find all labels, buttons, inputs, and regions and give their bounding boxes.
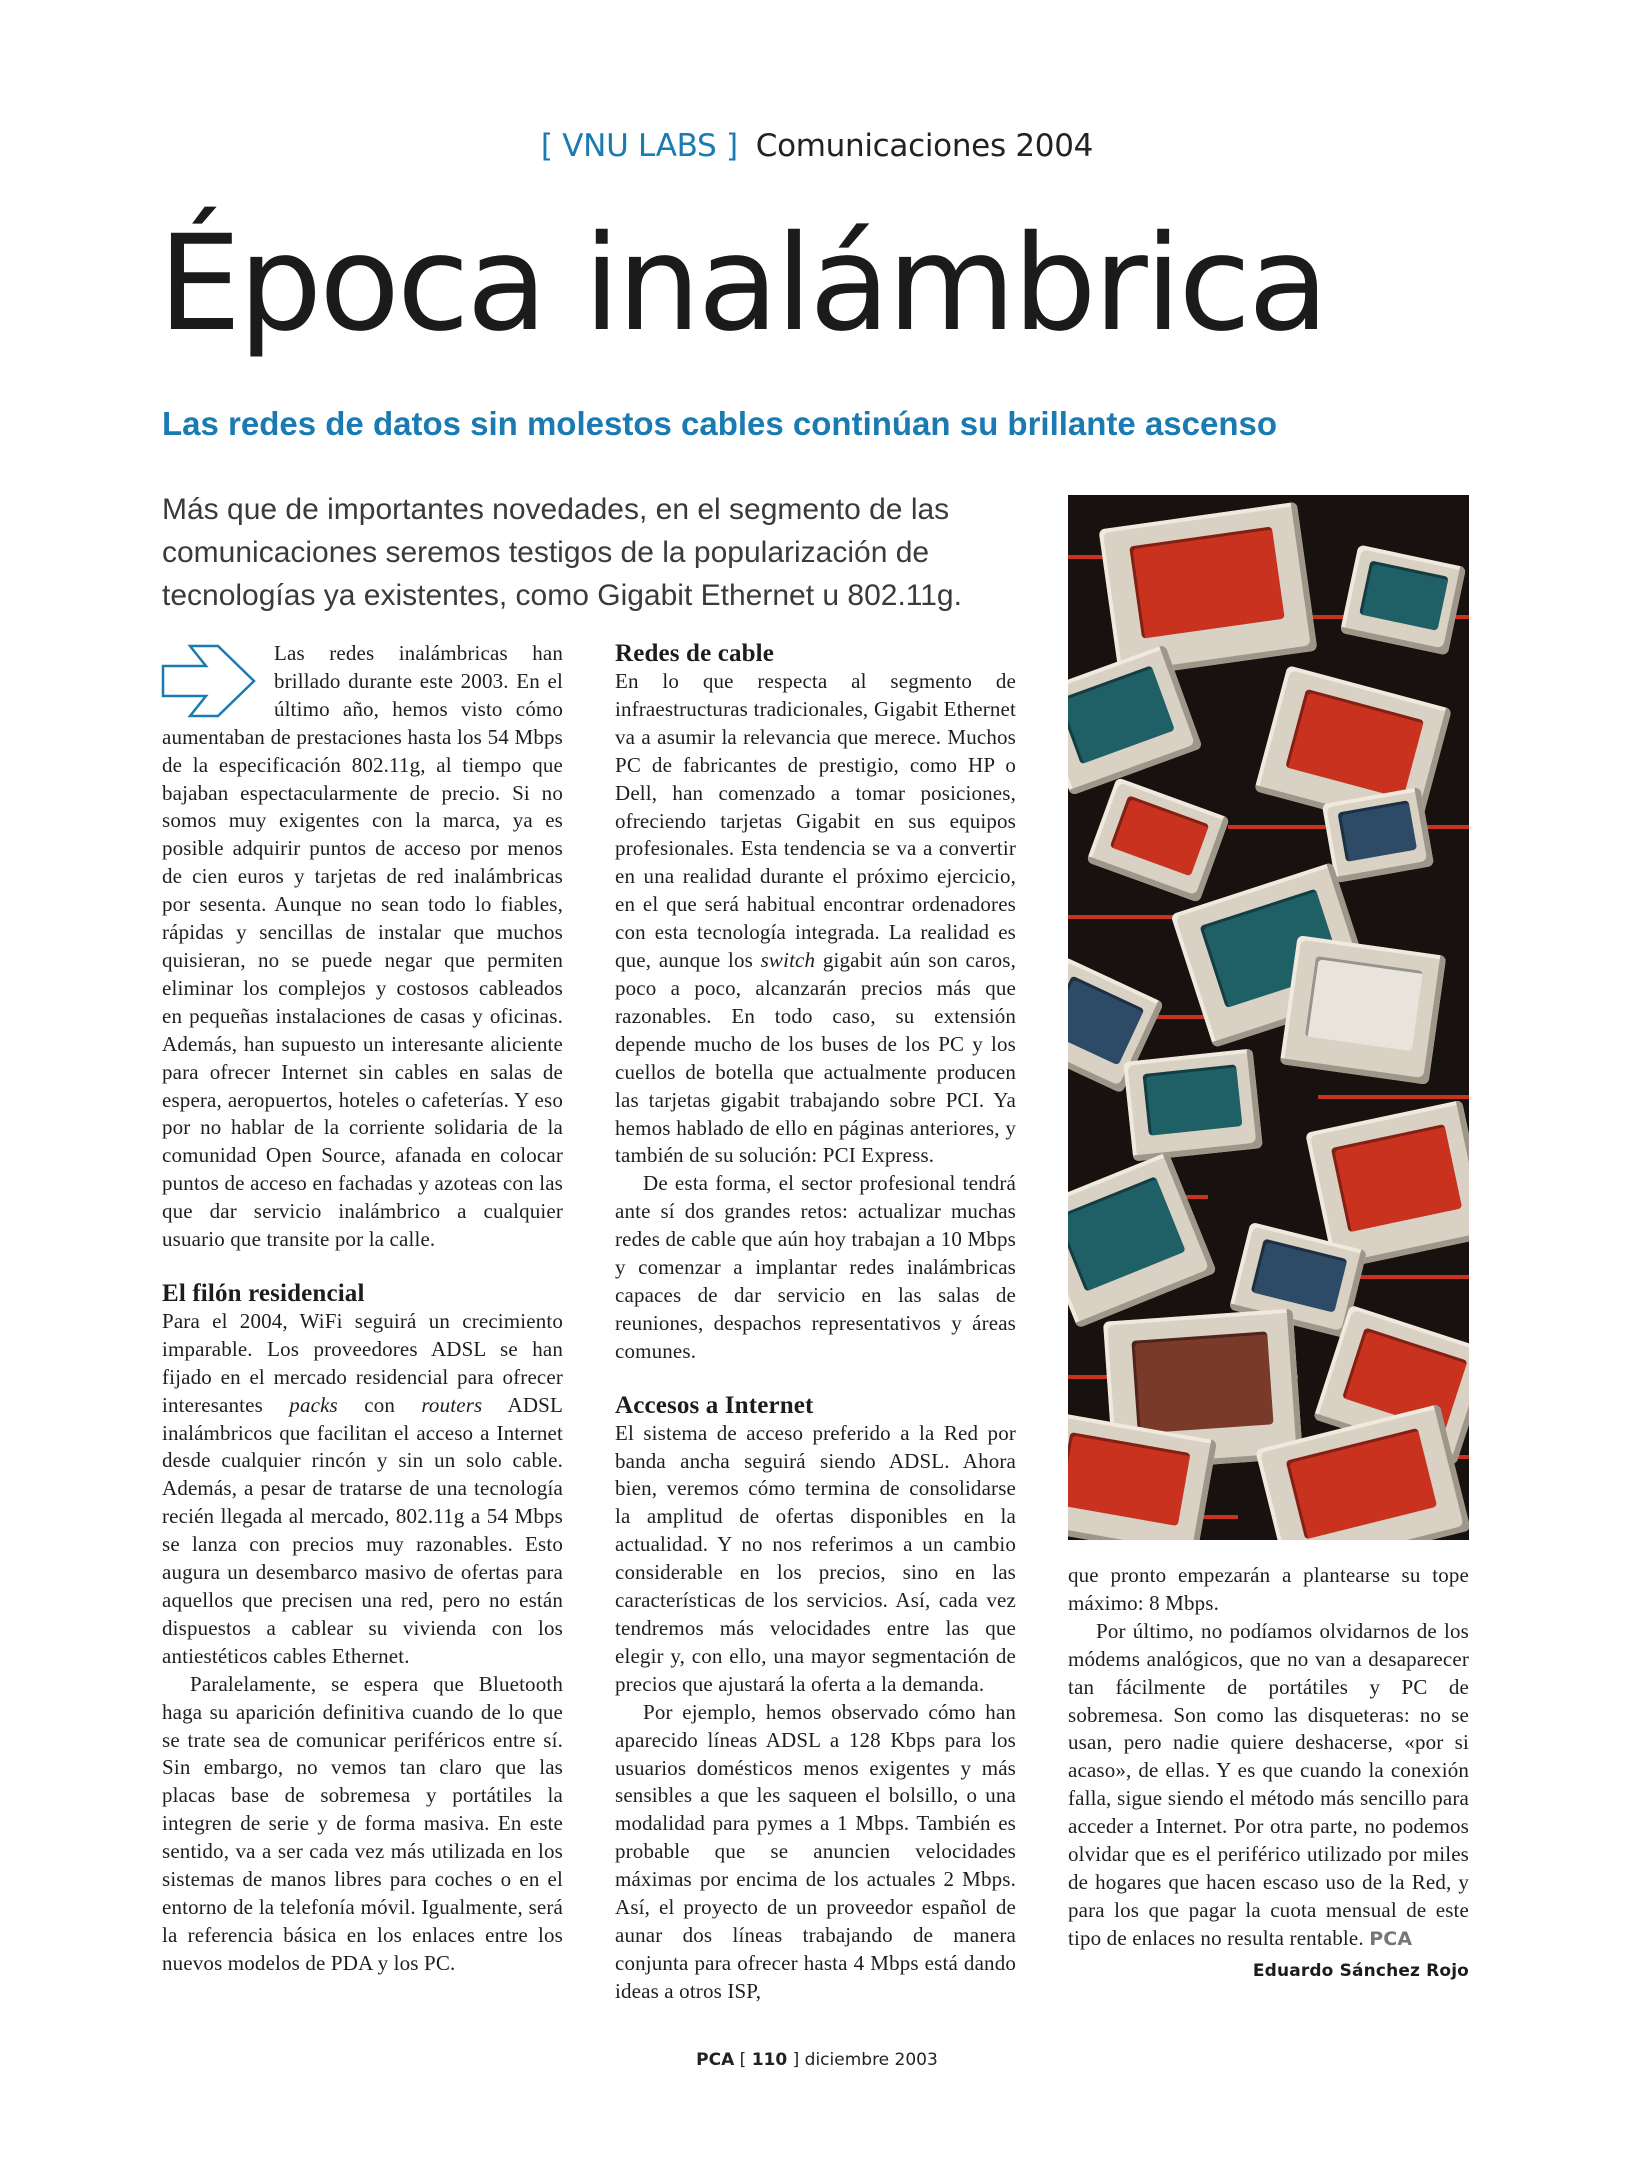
footer-magazine: PCA <box>696 2050 735 2070</box>
monitor-screen <box>1285 689 1424 799</box>
monitor-screen <box>1250 1238 1347 1313</box>
heading-cable: Redes de cable <box>615 640 775 667</box>
column-3 <box>1068 1562 1469 1986</box>
footer-date: diciembre 2003 <box>804 2050 938 2070</box>
monitor-screen <box>1129 527 1285 639</box>
monitor-screen <box>1338 800 1418 861</box>
monitor-screen <box>1331 1124 1462 1233</box>
text: Para el 2004, WiFi seguirá un crecimiento imparable. Los proveedores ADSL se han fijado en el mercado residencial para ofrecer interesantes <box>162 1308 563 1417</box>
intro-paragraph: Las redes inalámbricas han brillado durante este 2003. En el último año, hemos visto cómo aumentaban de prestaciones hasta los 54 Mbps de la especificación 802.11g, al tiempo que bajaban espectacularmente de precio. Si no somos muy exigentes con la marca, ya es posible adquirir puntos de acceso por menos de cien euros y tarjetas de red inalámbricas por sesenta. Aunque no sean todo lo fiables, rápidas y sencillas de instalar que muchos quisieran, no se puede negar que permiten eliminar los complejos y costosos cableados en pequeñas instalaciones de casas y oficinas. Además, han supuesto un interesante aliciente para ofrecer Internet sin cables en salas de espera, aeropuertos, hoteles o cafeterías. Y eso por no hablar de la corriente solidaria de la comunidad Open Source, afanada en colocar puntos de acceso en fachadas y azoteas con las que dar servicio inalámbrico a cualquier usuario que transite por la calle. <box>162 641 563 1252</box>
monitor-graphic <box>1123 1048 1263 1161</box>
monitor-graphic <box>1068 1152 1217 1329</box>
monitor-graphic <box>1322 787 1434 883</box>
computers-illustration <box>1068 495 1469 1540</box>
monitor-screen <box>1068 666 1175 765</box>
paragraph-continued: que pronto empezarán a plantearse su tope máximo: 8 Mbps. <box>1068 1563 1469 1615</box>
monitor-screen <box>1131 1331 1274 1433</box>
monitor-screen <box>1068 1176 1186 1291</box>
monitor-graphic <box>1086 777 1230 903</box>
paragraph <box>615 668 1016 1170</box>
heading-residencial: El filón residencial <box>162 1279 365 1307</box>
section-topic: Comunicaciones 2004 <box>755 128 1094 164</box>
end-mark: PCA <box>1369 1927 1413 1950</box>
article-subtitle: Las redes de datos sin molestos cables continúan su brillante ascenso <box>162 405 1278 442</box>
paragraph: Paralelamente, se espera que Bluetooth haga su aparición definitiva cuando de lo que se trate sea de comunicar periféricos entre sí. Sin embargo, no vemos tan claro que las placas base de sobremesa y portátiles la integren de serie y de forma masiva. En este sentido, va a ser cada vez más utilizada en los sistemas de manos libres para coches o en el entorno de la telefonía móvil. Igualmente, será la referencia básica en los enlaces entre los nuevos modelos de PDA y los PC. <box>162 1671 563 1975</box>
italic-term: packs <box>289 1392 338 1417</box>
paragraph <box>1068 1618 1469 1954</box>
page-number: 110 <box>751 2050 788 2070</box>
text: Por último, no podíamos olvidarnos de los módems analógicos, que no van a desaparecer tan fácilmente de portátiles y PC de sobremesa. Son como las disqueteras: no se usan, pero nadie quiere deshacerse, «por si acaso», de ellas. Y es que cuando la conexión falla, sigue siendo el método más sencillo para acceder a Internet. Por otra parte, no podemos olvidar que es el periférico utilizado por miles de hogares que hacen escaso uso de la Red, y para los que pagar la cuota mensual de este tipo de enlaces no resulta rentable. <box>1068 1618 1469 1950</box>
heading-internet: Accesos a Internet <box>615 1391 814 1419</box>
monitor-screen <box>1109 795 1209 877</box>
monitor-graphic <box>1099 502 1318 678</box>
monitor-screen <box>1305 956 1423 1051</box>
paragraph: De esta forma, el sector profesional tendrá ante sí dos grandes retos: actualizar muchas redes de cable que aún hoy trabajan a 10 Mbps y comenzar a implantar redes inalámbricas capaces de dar servicio en las salas de reuniones, despachos representativos y áreas comunes. <box>615 1171 1016 1363</box>
monitor-screen <box>1285 1428 1437 1539</box>
arrow-icon <box>160 642 260 720</box>
monitor-screen <box>1068 976 1144 1066</box>
text: En lo que respecta al segmento de infraestructuras tradicionales, Gigabit Ethernet va a asumir la relevancia que merece. Muchos PC de fabricantes de prestigio, como HP o Dell, han comenzado a tomar posiciones, ofreciendo tarjetas Gigabit en sus equipos profesionales. Esta tendencia se va a convertir en una realidad durante el próximo ejercicio, en el que será habitual encontrar ordenadores con esta tecnología integrada. La realidad es que, aunque los <box>615 669 1016 973</box>
monitor-screen <box>1359 560 1448 631</box>
italic-term: switch <box>760 948 816 973</box>
monitor-graphic <box>1280 935 1447 1085</box>
text: ADSL inalámbricos que facilitan el acceso a Internet desde cualquier rincón y sin un solo cable. Además, a pesar de tratarse de una tecnología recién llegada al mercado, 802.11g a 54 Mbps se lanza con precios muy razonables. Esto augura un desembarco masivo de ofertas para aquellos que precisen una red, pero no están dispuestos a cablear su vivienda con los antiestéticos cables Ethernet. <box>162 1392 563 1668</box>
section-header <box>0 128 1634 164</box>
page-footer: PCA [ 110 ] diciembre 2003 <box>696 2050 938 2070</box>
column-1 <box>162 640 563 1978</box>
section-label: [ VNU LABS ] <box>540 128 738 164</box>
monitor-graphic <box>1340 545 1466 656</box>
article-lead: Más que de importantes novedades, en el segmento de las comunicaciones seremos testigos de la popularización de tecnologías ya existentes, como Gigabit Ethernet u 802.11g. <box>162 493 962 612</box>
monitor-screen <box>1068 1432 1191 1527</box>
byline: Eduardo Sánchez Rojo <box>1252 1960 1469 1981</box>
paragraph <box>162 1308 563 1671</box>
text: gigabit aún son caros, poco a poco, alcanzarán precios más que razonables. En todo caso, su extensión depende mucho de los buses de los PC y los cuellos de botella que actualmente producen las tarjetas gigabit trabajando sobre PCI. Ya hemos hablado de ello en páginas anteriores, y también de su solución: PCI Express. <box>615 948 1016 1168</box>
italic-term: routers <box>421 1392 483 1417</box>
paragraph: Por ejemplo, hemos observado cómo han aparecido líneas ADSL a 128 Kbps para los usuarios domésticos menos exigentes y más sensibles a que les saqueen el bolsillo, o una modalidad para pymes a 1 Mbps. También es probable que se anuncien velocidades máximas por encima de los actuales 2 Mbps. Así, el proyecto de un proveedor español de aunar dos líneas trabajando de manera conjunta para ofrecer hasta 4 Mbps está dando ideas a otros ISP, <box>615 1699 1016 2003</box>
monitor-screen <box>1143 1064 1243 1135</box>
paragraph: El sistema de acceso preferido a la Red por banda ancha seguirá siendo ADSL. Ahora bien, veremos cómo termina de consolidarse la amplitud de ofertas disponibles en la actualidad. Y no nos referimos a un cambio considerable en los precios, sino en las características de los servicios. Así, cada vez tendremos más velocidades entre las que elegir y, con ello, una mayor segmentación de precios que ajustará la oferta a la demanda. <box>615 1420 1016 1696</box>
text: con <box>337 1392 422 1417</box>
cable-line <box>1318 1095 1469 1099</box>
column-2 <box>615 640 1016 2006</box>
article-title: Época inalámbrica <box>158 207 1326 361</box>
